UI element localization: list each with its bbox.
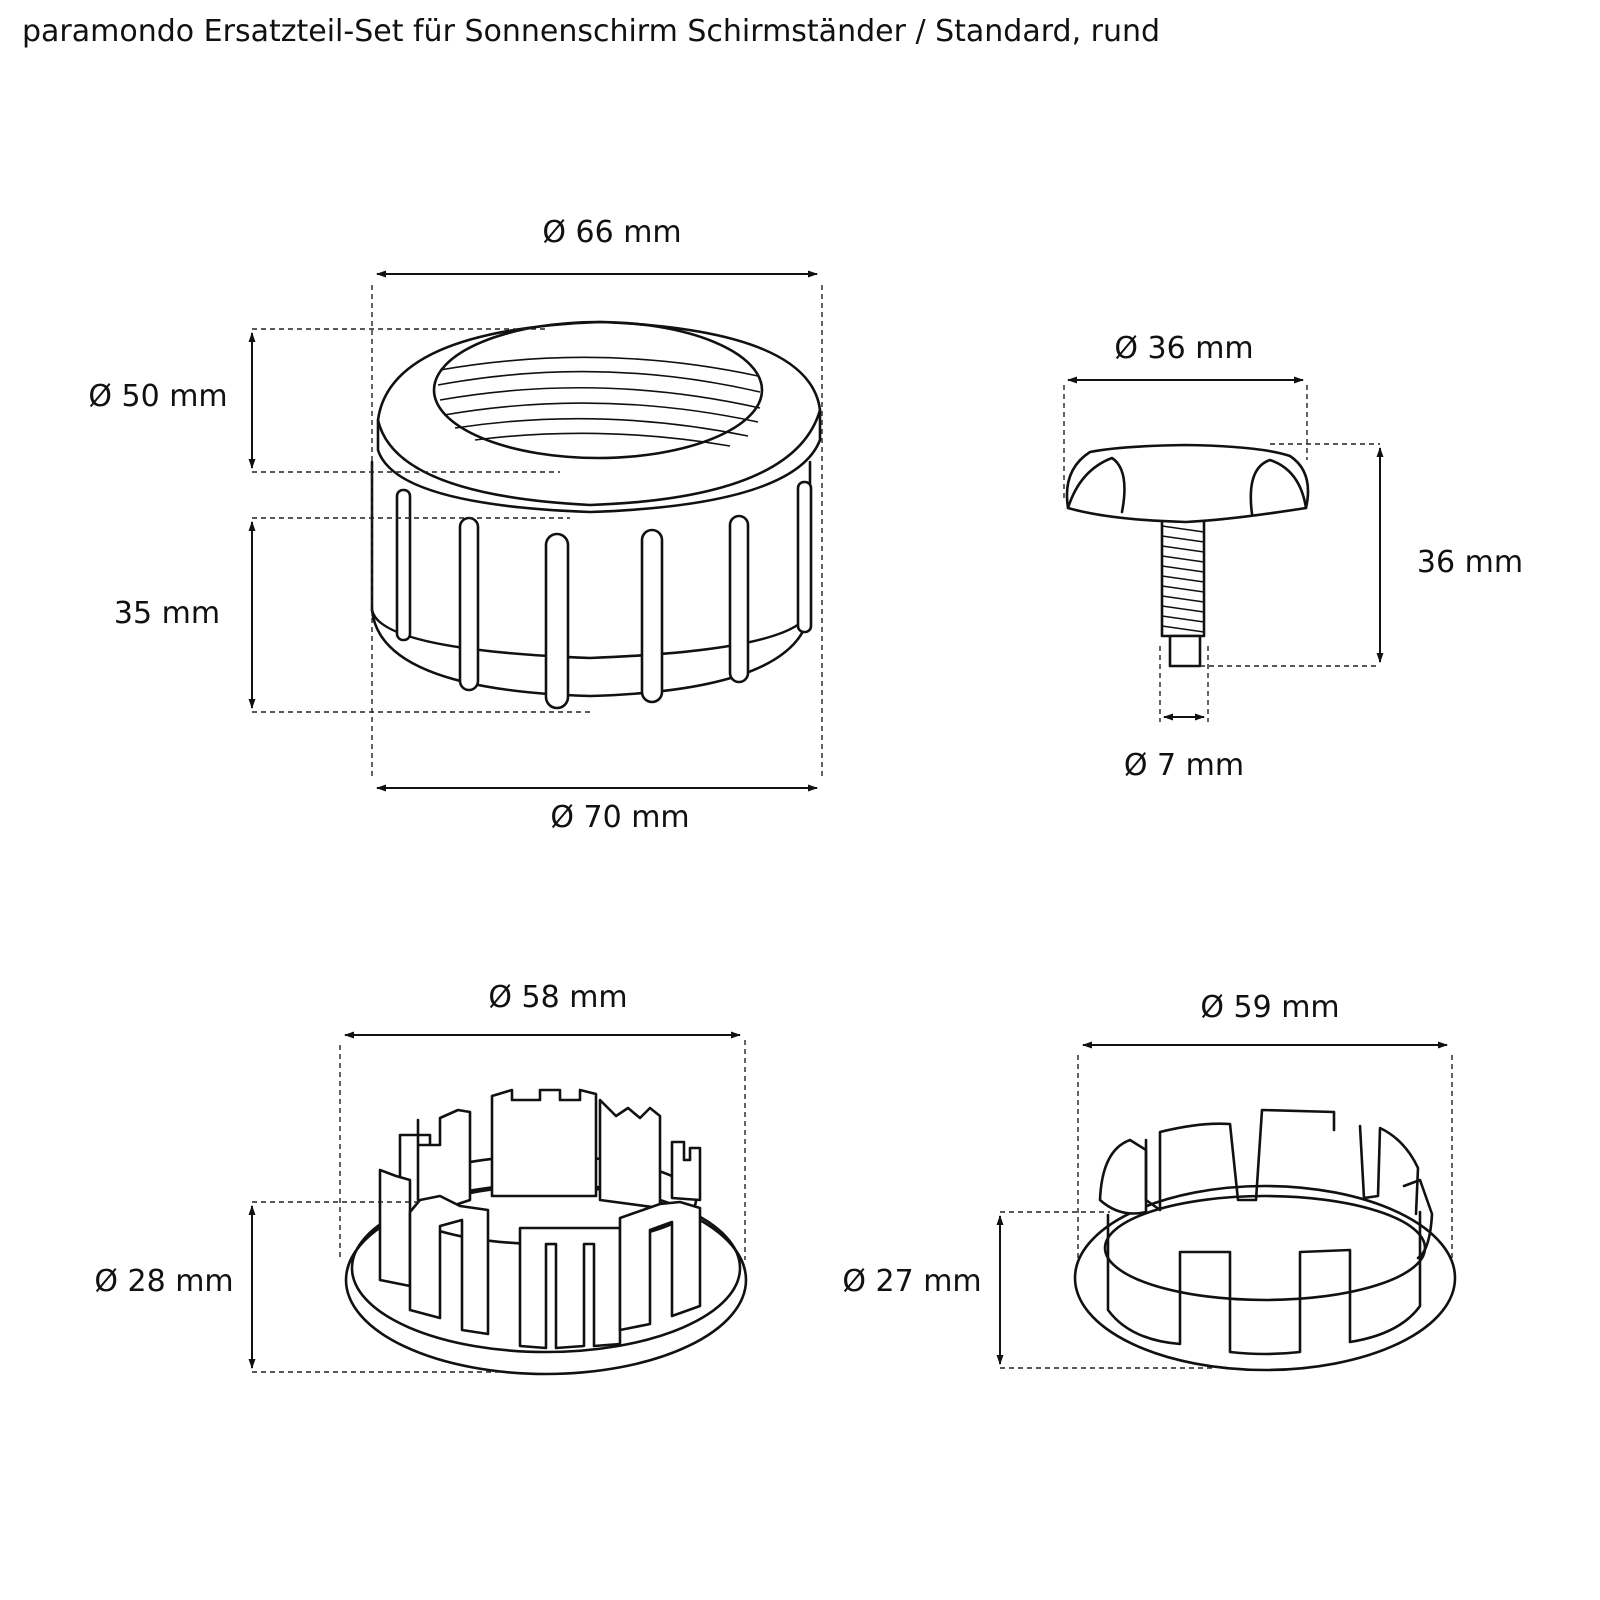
page-title: paramondo Ersatzteil-Set für Sonnenschirm Schirmständer / Standard, rund [22,14,1161,49]
screw-length-label: 36 mm [1416,545,1524,580]
ring-nut-inner-diameter-label: Ø 50 mm [88,379,228,414]
notched-sleeve-crown [1108,1110,1432,1354]
screw-head-diameter-label: Ø 36 mm [1114,331,1254,366]
star-screw-drawing [1067,445,1308,666]
ring-nut-top-diameter-label: Ø 66 mm [542,215,682,250]
ring-nut-drawing [372,322,820,708]
ring-nut-bottom-diameter-label: Ø 70 mm [550,800,690,835]
screw-thread-diameter-label: Ø 7 mm [1123,748,1245,783]
clamp-sleeve-drawing [346,1090,746,1374]
notched-sleeve-inner-diameter-label: Ø 27 mm [842,1264,982,1299]
ring-nut-height-label: 35 mm [113,596,221,631]
star-screw-dimensions [1064,380,1380,722]
clamp-sleeve-outer-diameter-label: Ø 58 mm [488,980,628,1015]
ring-nut-ribs [397,482,811,708]
notched-sleeve-drawing [1075,1110,1455,1370]
notched-sleeve-outer-diameter-label: Ø 59 mm [1200,990,1340,1025]
clamp-sleeve-inner-diameter-label: Ø 28 mm [94,1264,234,1299]
